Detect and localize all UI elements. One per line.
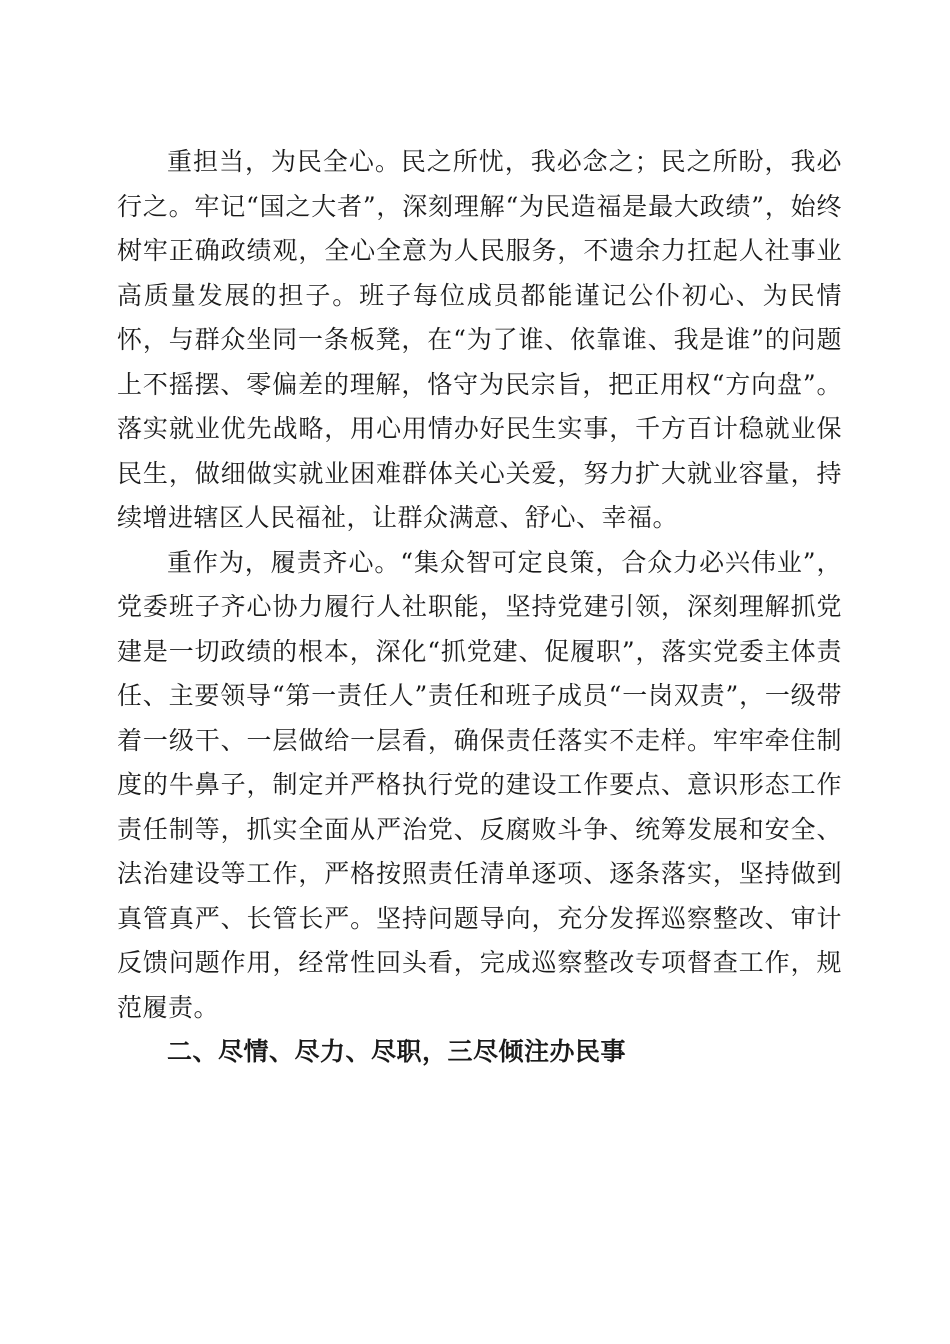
paragraph-responsibility: 重担当，为民全心。民之所忧，我必念之；民之所盼，我必行之。牢记“国之大者”，深刻理解“为民造福是最大政绩”，始终树牢正确政绩观，全心全意为人民服务，不遗余力扛起人社事业高质量发展的担子。班子每位成员都能谨记公仆初心、为民情怀，与群众坐同一条板凳，在“为了谁、依靠谁、我是谁”的问题上不摇摆、零偏差的理解，恪守为民宗旨，把正用权“方向盘”。落实就业优先战略，用心用情办好民生实事，千方百计稳就业保民生，做细做实就业困难群体关心关爱，努力扩大就业容量，持续增进辖区人民福祉，让群众满意、舒心、幸福。 <box>117 147 842 532</box>
section-heading: 二、尽情、尽力、尽职，三尽倾注办民事 <box>167 1037 627 1066</box>
paragraph-performance: 重作为，履责齐心。“集众智可定良策，合众力必兴伟业”，党委班子齐心协力履行人社职能，坚持党建引领，深刻理解抓党建是一切政绩的根本，深化“抓党建、促履职”，落实党委主体责任、主要领导“第一责任人”责任和班子成员“一岗双责”，一级带着一级干、一层做给一层看，确保责任落实不走样。牢牢牵住制度的牛鼻子，制定并严格执行党的建设工作要点、意识形态工作责任制等，抓实全面从严治党、反腐败斗争、统筹发展和安全、法治建设等工作，严格按照责任清单逐项、逐条落实，坚持做到真管真严、长管长严。坚持问题导向，充分发挥巡察整改、审计反馈问题作用，经常性回头看，完成巡察整改专项督查工作，规范履责。 <box>117 547 842 1022</box>
document-body <box>117 140 842 1075</box>
